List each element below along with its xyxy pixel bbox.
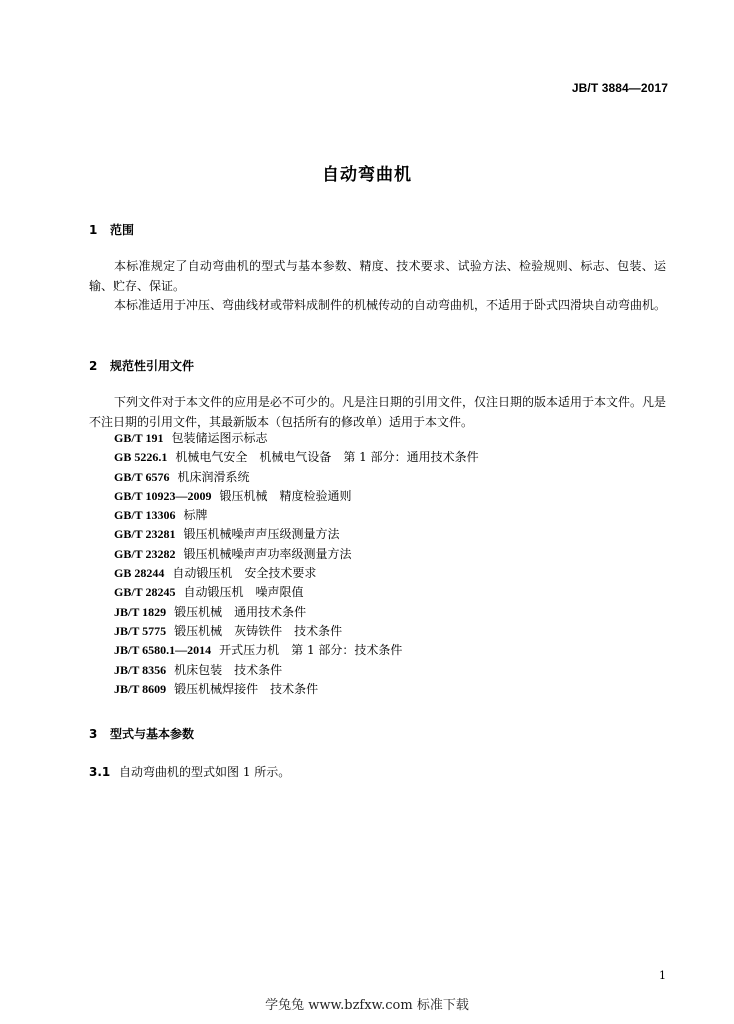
clause-3-1 <box>89 763 290 780</box>
watermark-text: 学兔兔 www.bzfxw.com 标准下载 <box>265 998 469 1013</box>
reference-title: 锻压机械 通用技术条件 <box>174 604 307 619</box>
document-title: 自动弯曲机 <box>322 165 412 185</box>
reference-title: 锻压机械噪声声压级测量方法 <box>183 527 340 542</box>
reference-code: JB/T 8356 <box>114 662 167 677</box>
section-1-title: 范围 <box>110 223 135 237</box>
reference-list <box>114 429 479 699</box>
reference-title: 标牌 <box>183 508 208 523</box>
reference-code: GB 28244 <box>114 566 165 581</box>
reference-code: GB/T 28245 <box>114 585 176 600</box>
reference-code: GB/T 23281 <box>114 527 176 542</box>
reference-item <box>114 564 479 583</box>
reference-item <box>114 448 479 467</box>
reference-code: GB/T 23282 <box>114 546 176 561</box>
section-2-title: 规范性引用文件 <box>110 359 195 373</box>
reference-title: 机床包装 技术条件 <box>174 662 283 677</box>
section-3-title: 型式与基本参数 <box>110 727 195 741</box>
standard-code: JB/T 3884—2017 <box>571 81 668 95</box>
reference-code: JB/T 1829 <box>114 604 167 619</box>
reference-item <box>114 468 479 487</box>
references-intro: 下列文件对于本文件的应用是必不可少的。凡是注日期的引用文件，仅注日期的版本适用于本文件。凡是不注日期的引用文件，其最新版本（包括所有的修改单）适用于本文件。 <box>89 395 667 429</box>
clause-3-1-text: 自动弯曲机的型式如图 1 所示。 <box>119 765 291 779</box>
reference-code: JB/T 6580.1—2014 <box>114 643 212 658</box>
reference-code: JB/T 8609 <box>114 681 167 696</box>
reference-code: GB/T 10923—2009 <box>114 488 212 503</box>
reference-title: 锻压机械焊接件 技术条件 <box>174 681 319 696</box>
section-2-number: 2 <box>89 359 98 373</box>
reference-title: 锻压机械噪声声功率级测量方法 <box>183 546 352 561</box>
clause-3-1-number: 3.1 <box>89 765 111 779</box>
reference-title: 机械电气安全 机械电气设备 第 1 部分：通用技术条件 <box>175 450 479 465</box>
reference-item <box>114 429 479 448</box>
page-number: 1 <box>659 969 666 982</box>
reference-item <box>114 641 479 660</box>
reference-item <box>114 525 479 544</box>
reference-title: 自动锻压机 噪声限值 <box>183 585 304 600</box>
reference-title: 锻压机械 灰铸铁件 技术条件 <box>174 623 343 638</box>
section-1-heading <box>89 221 134 238</box>
reference-title: 机床润滑系统 <box>177 469 250 484</box>
reference-code: GB/T 6576 <box>114 469 170 484</box>
section-3-heading <box>89 725 194 742</box>
reference-item <box>114 583 479 602</box>
scope-paragraph-2: 本标准适用于冲压、弯曲线材或带料成制件的机械传动的自动弯曲机，不适用于卧式四滑块自动弯曲机。 <box>114 298 667 312</box>
reference-code: JB/T 5775 <box>114 623 167 638</box>
scope-paragraph-1: 本标准规定了自动弯曲机的型式与基本参数、精度、技术要求、试验方法、检验规则、标志、包装、运输、贮存、保证。 <box>89 259 666 293</box>
section-2-heading <box>89 357 194 374</box>
reference-title: 自动锻压机 安全技术要求 <box>172 566 317 581</box>
reference-title: 锻压机械 精度检验通则 <box>219 488 352 503</box>
reference-item <box>114 680 479 699</box>
reference-item <box>114 545 479 564</box>
reference-item <box>114 487 479 506</box>
reference-code: GB/T 191 <box>114 431 164 445</box>
section-1-number: 1 <box>89 223 98 237</box>
reference-code: GB/T 13306 <box>114 508 176 523</box>
reference-item <box>114 506 479 525</box>
reference-item <box>114 622 479 641</box>
reference-title: 包装储运图示标志 <box>171 431 268 445</box>
reference-item <box>114 603 479 622</box>
section-3-number: 3 <box>89 727 98 741</box>
reference-code: GB 5226.1 <box>114 450 168 465</box>
reference-title: 开式压力机 第 1 部分：技术条件 <box>219 643 403 658</box>
reference-item <box>114 661 479 680</box>
